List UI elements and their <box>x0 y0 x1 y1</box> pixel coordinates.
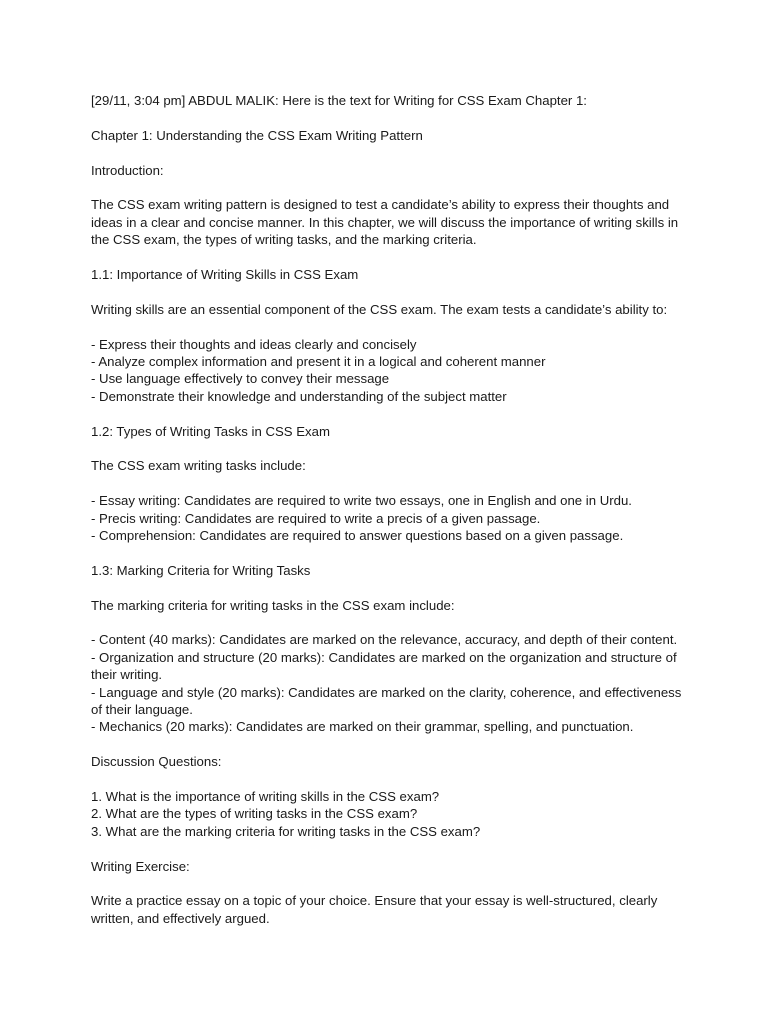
message-header: [29/11, 3:04 pm] ABDUL MALIK: Here is the text for Writing for CSS Exam Chapter 1: <box>91 93 587 108</box>
list-item: - Mechanics (20 marks): Candidates are marked on their grammar, spelling, and punctuation. <box>91 719 634 735</box>
chapter-title: Chapter 1: Understanding the CSS Exam Writing Pattern <box>91 127 423 143</box>
intro-paragraph: The CSS exam writing pattern is designed to test a candidate’s ability to express their thoughts and ideas in a clear and concise manner. In this chapter, we will discuss the importance of writing skills in the CSS exam, the types of writing tasks, and the marking criteria. <box>91 197 679 248</box>
section-1-1-heading: 1.1: Importance of Writing Skills in CSS Exam <box>91 267 359 282</box>
section-1-1-list <box>91 336 691 406</box>
list-item: - Content (40 marks): Candidates are marked on the relevance, accuracy, and depth of their content. <box>91 632 678 648</box>
list-item: - Precis writing: Candidates are required to write a precis of a given passage. <box>91 510 541 526</box>
list-item: - Essay writing: Candidates are required to write two essays, one in English and one in Urdu. <box>91 493 632 509</box>
list-item: - Use language effectively to convey their message <box>91 371 390 387</box>
discussion-list <box>91 788 691 840</box>
list-item: 1. What is the importance of writing skills in the CSS exam? <box>91 789 440 805</box>
section-1-2-heading: 1.2: Types of Writing Tasks in CSS Exam <box>91 423 330 439</box>
document-page <box>91 92 691 945</box>
section-1-1-lead: Writing skills are an essential component of the CSS exam. The exam tests a candidate’s ability to: <box>91 301 668 317</box>
list-item: - Demonstrate their knowledge and understanding of the subject matter <box>91 388 507 404</box>
list-item: - Analyze complex information and present it in a logical and coherent manner <box>91 354 546 369</box>
list-item: - Express their thoughts and ideas clearly and concisely <box>91 336 417 352</box>
intro-heading: Introduction: <box>91 162 164 178</box>
list-item: - Language and style (20 marks): Candidates are marked on the clarity, coherence, and effectiveness of their language. <box>91 684 682 718</box>
list-item: - Comprehension: Candidates are required to answer questions based on a given passage. <box>91 528 624 544</box>
section-1-3-heading: 1.3: Marking Criteria for Writing Tasks <box>91 562 311 578</box>
section-1-2-lead: The CSS exam writing tasks include: <box>91 458 306 474</box>
discussion-heading: Discussion Questions: <box>91 754 222 770</box>
list-item: - Organization and structure (20 marks): Candidates are marked on the organization and structure of their writing. <box>91 649 677 683</box>
exercise-text: Write a practice essay on a topic of your choice. Ensure that your essay is well-structured, clearly written, and effectively argued. <box>91 893 658 926</box>
list-item: 3. What are the marking criteria for writing tasks in the CSS exam? <box>91 823 481 839</box>
section-1-3-lead: The marking criteria for writing tasks in the CSS exam include: <box>91 597 455 613</box>
exercise-heading: Writing Exercise: <box>91 858 190 874</box>
section-1-2-list <box>91 492 691 544</box>
section-1-3-list <box>91 631 691 735</box>
list-item: 2. What are the types of writing tasks in the CSS exam? <box>91 806 418 822</box>
